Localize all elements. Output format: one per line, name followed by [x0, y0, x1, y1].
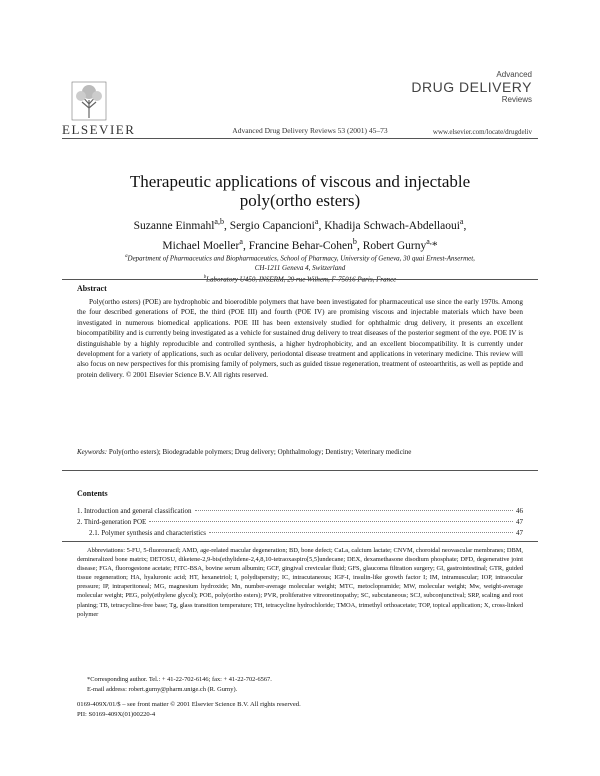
contents-item[interactable] [77, 507, 523, 515]
abstract-body: Poly(ortho esters) (POE) are hydrophobic and bioerodible polymers that have been investigated for pharmaceutical use since the early 1970s. Among the four described generations of POE, the third (POE III) and fourth (POE IV) are promising viscous and injectable materials which have been investigated in numerous biomedical applications. POE III has been extensively studied for ophthalmic drug delivery, it presents an excellent biocompatibility and is currently being investigated as a vehicle for sustained drug delivery to treat diseases of the posterior segment of the eye. POE IV is distinguishable by a highly reproducible and controlled synthesis, a higher hydrophobicity, and an excellent biocompatibility. It is currently under development for a variety of applications, such as ocular delivery, periodontal disease treatment and applications in veterinary medicine. This review will also focus on new perspectives for this promising family of polymers, such as guided tissue regeneration, treatment of osteoarthritis, as well as peptide and protein delivery. © 2001 Elsevier Science B.V. All rights reserved. [77, 298, 523, 379]
journal-brand-line2: DRUG DELIVERY [411, 79, 532, 95]
affiliation-a: $^a$Department of Pharmaceutics and Biopharmaceutics, School of Pharmacy, University of Geneva, 30 quai Ernest-Ansermet, [125, 254, 475, 263]
dot-leader [149, 521, 513, 522]
abstract-top-rule [62, 279, 538, 280]
contents-item-page: 47 [516, 529, 523, 537]
author-list [60, 214, 540, 254]
contents-item-page: 46 [516, 507, 523, 515]
publisher-name: ELSEVIER [62, 122, 136, 137]
front-matter-line: 0169-409X/01/$ – see front matter © 2001 Elsevier Science B.V. All rights reserved. [77, 701, 301, 708]
keywords [77, 448, 523, 456]
authors-line-2: Michael Moeller$^a$, Francine Behar-Cohen$^b$, Robert Gurny$^{a,}$* [162, 236, 438, 252]
journal-brand-line1: Advanced [496, 70, 532, 79]
dot-leader [195, 510, 514, 511]
contents-item[interactable] [77, 518, 523, 526]
authors-line-1: Suzanne Einmahl$^{a,b}$, Sergio Capancioni$^a$, Khadija Schwach-Abdellaoui$^a$, [133, 217, 467, 232]
journal-citation: Advanced Drug Delivery Reviews 53 (2001) 45–73 [232, 126, 388, 135]
keywords-label: Keywords: [77, 448, 108, 456]
title-line-1: Therapeutic applications of viscous and injectable [129, 172, 471, 191]
dot-leader [209, 532, 513, 533]
article-title [80, 172, 520, 210]
contents-item-label: 2.1. Polymer synthesis and characteristics [89, 529, 207, 537]
abbreviations-footnote: Abbreviations: 5-FU, 5-fluorouracil; AMD, age-related macular degeneration; BD, bone defect; CaLa, calcium lactate; CNVM, choroidal neovascular membranes; DBM, demineralized bone matrix; DETOSU, diketene-2,9-bis(ethylidene-2,4,8,10-tetraoxaspiro[5,5]undecane; DEX, dexamethasone disodium phosphate; DFD, degenerative joint disease; FGA, fluorogestone acetate; FITC-BSA, bovine serum albumin; GCF, gingival crevicular fluid; GFS, glaucoma filtration surgery; GI, gastrointestinal; GTR, guided tissue regeneration; HA, hyaluronic acid; HT, hexanetriol; I, polydispersity; IC, intracutaneous; IGF-I, insulin-like growth factor I; IM, intramuscular; IOP, intraocular pressure; IP, intraperitoneal; MG, magnesium hydroxide; Mn, number-average molecular weight; MTC, metoclopramide; MW, molecular weight; Mw, weight-average molecular weight; PEG, poly(ethylene glycol); POE, poly(ortho esters); PVR, proliferative vitreoretinopathy; SC, subcutaneous; SCJ, subconjunctival; SRP, scaling and root planing; TB, tetracycline-free base; Tg, glass transition temperature; TH, tetracycline hydrochloride; TMOA, trimethyl orthoacetate; TOP, topical application; X, cross-linked polymer [77, 547, 523, 618]
pii-line: PII: S0169-409X(01)00220-4 [77, 711, 156, 718]
journal-brand [411, 70, 532, 104]
contents-item[interactable] [89, 529, 523, 537]
corresponding-author-footnote: *Corresponding author. Tel.: + 41-22-702-6146; fax: + 41-22-702-6567. [87, 676, 272, 683]
abstract-bottom-rule [62, 470, 538, 471]
header-rule [62, 138, 538, 139]
affiliation-a-cont: CH-1211 Geneva 4, Switzerland [254, 264, 346, 273]
affiliation-b: $^b$Laboratory U450, INSERM, 29 rue Wilhem, F-75016 Paris, France [203, 275, 397, 284]
journal-url[interactable]: www.elsevier.com/locate/drugdeliv [432, 128, 532, 136]
abstract-heading: Abstract [77, 284, 107, 293]
contents-item-label: 2. Third-generation POE [77, 518, 147, 526]
email-footnote[interactable]: E-mail address: robert.gurny@pharm.unige.ch (R. Gurny). [87, 686, 238, 693]
keywords-list: Poly(ortho esters); Biodegradable polymers; Drug delivery; Ophthalmology; Dentistry; Veterinary medicine [108, 448, 412, 456]
journal-brand-line3: Reviews [501, 95, 532, 104]
title-line-2: poly(ortho esters) [239, 191, 361, 210]
contents-item-page: 47 [516, 518, 523, 526]
contents-bottom-rule [62, 541, 538, 542]
contents-item-label: 1. Introduction and general classification [77, 507, 192, 515]
contents-heading: Contents [77, 489, 108, 498]
